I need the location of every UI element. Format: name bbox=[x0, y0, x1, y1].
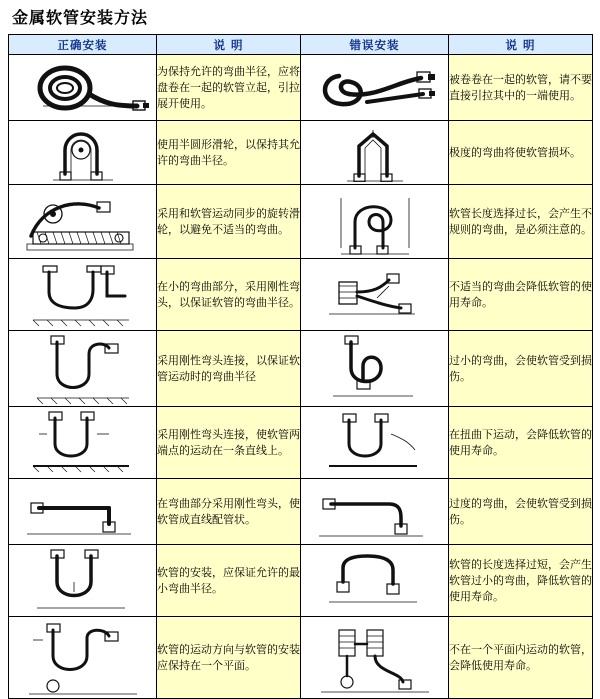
hose-over-semicircular-sheave-icon bbox=[13, 124, 153, 182]
wrong-illustration-3 bbox=[301, 185, 449, 259]
header-row bbox=[9, 35, 593, 55]
correct-description-6: 采用刚性弯头连接，使软管两端点的运动在一条直线上。 bbox=[157, 407, 301, 479]
correct-description-8: 软管的安装，应保证允许的最小弯曲半径。 bbox=[157, 545, 301, 617]
wrong-illustration-1 bbox=[301, 55, 449, 121]
correct-description-1: 为保持允许的弯曲半径，应将盘卷在一起的软管立起，引拉展开使用。 bbox=[157, 55, 301, 121]
coiled-hose-pulled-straight-icon bbox=[305, 58, 445, 118]
correct-description-4: 在小的弯曲部分，采用刚性弯头，以保证软管的弯曲半径。 bbox=[157, 259, 301, 331]
header-wrong-install: 错误安装 bbox=[301, 35, 449, 55]
coiled-hose-roll-icon bbox=[13, 58, 153, 118]
wrong-description-9: 不在一个平面内运动的软管，会降低使用寿命。 bbox=[449, 617, 593, 699]
header-wrong-desc: 说 明 bbox=[449, 35, 593, 55]
hose-too-long-flat-bend-icon bbox=[305, 548, 445, 614]
hose-sharp-v-bend-icon bbox=[305, 124, 445, 182]
hose-minimum-bend-radius-u-icon bbox=[13, 548, 153, 614]
excessive-bend-at-end-icon bbox=[305, 482, 445, 542]
rigid-elbow-small-bend-icon bbox=[13, 262, 153, 328]
wrong-description-8: 软管的长度选择过短，会产生软管过小的弯曲，降低软管的使用寿命。 bbox=[449, 545, 593, 617]
wrong-illustration-9 bbox=[301, 617, 449, 699]
table-row bbox=[9, 185, 593, 259]
page-title: 金属软管安装方法 bbox=[12, 8, 149, 27]
wrong-illustration-4 bbox=[301, 259, 449, 331]
table-row bbox=[9, 545, 593, 617]
correct-illustration-5 bbox=[9, 331, 157, 407]
correct-illustration-8 bbox=[9, 545, 157, 617]
table-row bbox=[9, 259, 593, 331]
too-small-bend-radius-loop-icon bbox=[305, 334, 445, 404]
table-row bbox=[9, 55, 593, 121]
improper-tight-bend-at-fitting-icon bbox=[305, 262, 445, 328]
table-row bbox=[9, 331, 593, 407]
rigid-elbow-u-loop-icon bbox=[13, 334, 153, 404]
wrong-illustration-7 bbox=[301, 479, 449, 545]
wrong-illustration-5 bbox=[301, 331, 449, 407]
wrong-description-4: 不适当的弯曲会降低软管的使用寿命。 bbox=[449, 259, 593, 331]
rigid-elbow-straight-line-ends-icon bbox=[13, 410, 153, 476]
correct-description-3: 采用和软管运动同步的旋转滑轮，以避免不适当的弯曲。 bbox=[157, 185, 301, 259]
wrong-description-2: 极度的弯曲将使软管损坏。 bbox=[449, 121, 593, 185]
hose-with-rotating-pulley-chain-icon bbox=[13, 188, 153, 256]
correct-illustration-9 bbox=[9, 617, 157, 699]
correct-description-2: 使用半圆形滑轮，以保持其允许的弯曲半径。 bbox=[157, 121, 301, 185]
wrong-description-3: 软管长度选择过长，会产生不规则的弯曲，是必须注意的。 bbox=[449, 185, 593, 259]
correct-illustration-3 bbox=[9, 185, 157, 259]
hose-motion-same-plane-icon bbox=[13, 620, 153, 696]
torsion-bend-u-shape-icon bbox=[305, 410, 445, 476]
table-header bbox=[9, 35, 593, 55]
table-row bbox=[9, 479, 593, 545]
table-row bbox=[9, 617, 593, 699]
table-body bbox=[9, 55, 593, 699]
table-row bbox=[9, 121, 593, 185]
correct-illustration-6 bbox=[9, 407, 157, 479]
correct-illustration-1 bbox=[9, 55, 157, 121]
correct-illustration-4 bbox=[9, 259, 157, 331]
correct-description-7: 在弯曲部分采用刚性弯头，使软管成直线配管状。 bbox=[157, 479, 301, 545]
table-row bbox=[9, 407, 593, 479]
hose-motion-out-of-plane-icon bbox=[305, 620, 445, 696]
wrong-description-6: 在扭曲下运动，会降低软管的使用寿命。 bbox=[449, 407, 593, 479]
wrong-illustration-2 bbox=[301, 121, 449, 185]
correct-description-5: 采用刚性弯头连接，以保证软管运动时的弯曲半径 bbox=[157, 331, 301, 407]
header-correct-desc: 说 明 bbox=[157, 35, 301, 55]
header-correct-install: 正确安装 bbox=[9, 35, 157, 55]
correct-illustration-2 bbox=[9, 121, 157, 185]
wrong-description-5: 过小的弯曲，会使软管受到损伤。 bbox=[449, 331, 593, 407]
correct-illustration-7 bbox=[9, 479, 157, 545]
hose-too-long-irregular-loop-icon bbox=[305, 188, 445, 256]
wrong-description-1: 被卷卷在一起的软管，请不要直接引拉其中的一端使用。 bbox=[449, 55, 593, 121]
wrong-illustration-6 bbox=[301, 407, 449, 479]
rigid-elbow-straight-piping-icon bbox=[13, 482, 153, 542]
wrong-illustration-8 bbox=[301, 545, 449, 617]
wrong-description-7: 过度的弯曲，会使软管受到损伤。 bbox=[449, 479, 593, 545]
installation-methods-table bbox=[8, 34, 593, 699]
correct-description-9: 软管的运动方向与软管的安装应保持在一个平面。 bbox=[157, 617, 301, 699]
